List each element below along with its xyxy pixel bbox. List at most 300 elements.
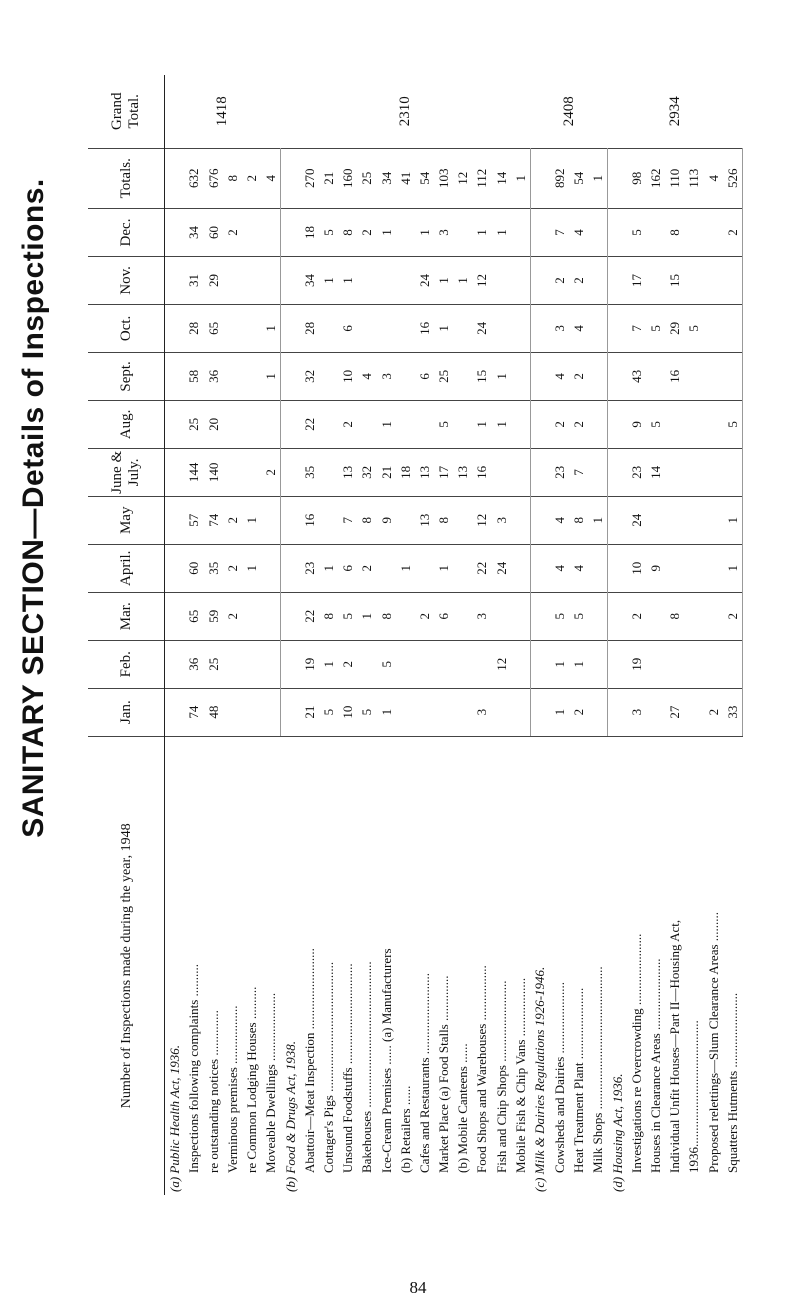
month-value: 6 [415,352,434,400]
month-value: 5 [627,209,646,257]
month-value [319,400,338,448]
empty-cell [165,209,185,257]
month-value: 24 [491,544,510,592]
month-value: 25 [184,400,203,448]
row-total: 41 [396,148,415,208]
month-value [319,352,338,400]
month-value: 7 [627,304,646,352]
month-value [646,209,665,257]
month-value: 1 [550,640,569,688]
table-row [261,75,281,1195]
row-total: 12 [453,148,472,208]
empty-cell [165,496,185,544]
month-value [319,304,338,352]
month-value [684,544,703,592]
empty-cell [165,544,185,592]
group-heading-row [608,75,627,1195]
empty-cell [608,544,627,592]
month-value: 6 [338,304,357,352]
month-value: 3 [472,592,491,640]
month-value [703,256,722,304]
month-value [242,256,261,304]
month-value: 25 [434,352,453,400]
month-value [588,400,608,448]
month-value: 1 [357,592,376,640]
month-value: 16 [415,304,434,352]
table-row [434,75,453,1195]
month-value [415,400,434,448]
month-value [242,209,261,257]
month-value [453,496,472,544]
empty-cell [608,640,627,688]
month-value: 2 [357,209,376,257]
month-value [723,352,743,400]
month-value: 3 [550,304,569,352]
totals-header: Totals. [88,148,165,208]
row-label: Market Place (a) Food Stalls .............. [434,736,453,1195]
month-value: 8 [377,592,396,640]
month-value: 2 [550,256,569,304]
table-row [491,75,510,1195]
month-value [242,448,261,496]
month-value: 17 [627,256,646,304]
month-value [588,640,608,688]
month-value: 65 [203,304,222,352]
row-label: 1936....................................... [684,736,703,1195]
month-value: 5 [377,640,396,688]
row-label: Verminous premises .................. [223,736,242,1195]
month-value [396,688,415,736]
month-value: 65 [184,592,203,640]
month-value: 2 [550,400,569,448]
month-value [723,640,743,688]
month-value [242,640,261,688]
group-heading: (c) Milk & Dairies Regulations 1926-1946. [530,736,549,1195]
row-total: 2 [242,148,261,208]
table-row [377,75,396,1195]
group-heading-row [281,75,300,1195]
month-header: Nov. [88,256,165,304]
month-value: 32 [357,448,376,496]
month-value [319,448,338,496]
month-value [646,640,665,688]
empty-cell [281,256,300,304]
month-header: Oct. [88,304,165,352]
month-value [434,688,453,736]
month-value [453,592,472,640]
grand-total-header: Grand Total. [88,75,165,148]
month-value [646,688,665,736]
month-value [684,400,703,448]
row-label: re outstanding notices .............. [203,736,222,1195]
month-value: 5 [569,592,588,640]
month-value: 4 [569,544,588,592]
month-value: 7 [550,209,569,257]
empty-cell [608,256,627,304]
month-value [511,400,531,448]
month-value: 2 [569,352,588,400]
table-row [453,75,472,1195]
month-value: 8 [569,496,588,544]
month-value: 12 [491,640,510,688]
month-value: 1 [588,496,608,544]
month-value [223,400,242,448]
month-value: 1 [396,544,415,592]
month-value [261,209,281,257]
month-value [472,640,491,688]
row-total: 1 [511,148,531,208]
month-value [453,304,472,352]
month-value [396,592,415,640]
month-value: 57 [184,496,203,544]
empty-cell [608,352,627,400]
month-value [646,256,665,304]
month-value [684,448,703,496]
month-value [511,640,531,688]
table-row [472,75,491,1195]
month-value: 1 [723,496,743,544]
month-value: 16 [665,352,684,400]
month-value: 1 [319,640,338,688]
month-value: 1 [491,400,510,448]
empty-cell [281,496,300,544]
month-header: May [88,496,165,544]
empty-cell [530,640,549,688]
month-value [665,448,684,496]
month-value: 9 [627,400,646,448]
month-value [261,592,281,640]
month-value [511,544,531,592]
month-value [665,640,684,688]
empty-cell [608,592,627,640]
month-value: 74 [184,688,203,736]
row-label: Proposed relettings—Slum Clearance Areas ......... [703,736,722,1195]
month-value [453,688,472,736]
month-value: 4 [550,544,569,592]
month-value: 23 [550,448,569,496]
month-value [588,592,608,640]
label-column-header: Number of Inspections made during the year, 1948 [88,736,165,1195]
month-value: 1 [434,256,453,304]
month-value: 23 [300,544,319,592]
month-value: 10 [627,544,646,592]
month-value [242,400,261,448]
row-label: Heat Treatment Plant ...................... [569,736,588,1195]
month-value: 2 [357,544,376,592]
month-value [261,544,281,592]
row-label: (b) Mobile Canteens ...... [453,736,472,1195]
month-value: 8 [665,209,684,257]
month-value: 24 [627,496,646,544]
row-label: Mobile Fish & Chip Vans .................. [511,736,531,1195]
month-value [646,352,665,400]
month-value: 58 [184,352,203,400]
empty-cell [530,256,549,304]
month-value [261,400,281,448]
month-value [396,209,415,257]
month-value [665,544,684,592]
month-value: 34 [300,256,319,304]
month-header: April. [88,544,165,592]
empty-cell [165,688,185,736]
month-value [242,304,261,352]
month-value: 29 [665,304,684,352]
month-value [453,209,472,257]
empty-cell [608,688,627,736]
table-body [165,75,743,1195]
month-value: 6 [434,592,453,640]
row-total: 270 [300,148,319,208]
month-value: 18 [396,448,415,496]
month-value: 74 [203,496,222,544]
month-value [242,592,261,640]
month-value: 2 [223,209,242,257]
month-value: 7 [569,448,588,496]
month-value: 3 [377,352,396,400]
month-value [511,688,531,736]
month-value [646,496,665,544]
month-value: 15 [665,256,684,304]
table-row [300,75,319,1195]
month-value: 8 [357,496,376,544]
month-header: Aug. [88,400,165,448]
month-value: 35 [300,448,319,496]
page-heading: SANITARY SECTION—Details of Inspections. [17,178,50,838]
month-value [453,352,472,400]
month-value: 16 [300,496,319,544]
month-value [703,400,722,448]
month-value: 9 [377,496,396,544]
month-value [588,688,608,736]
month-value: 13 [338,448,357,496]
row-label: Squatters Hutments ....................... [723,736,743,1195]
month-value: 5 [646,400,665,448]
table-row [357,75,376,1195]
row-total: 8 [223,148,242,208]
month-value: 1 [472,209,491,257]
month-value [223,640,242,688]
table-header-row [88,75,165,1195]
month-value: 60 [203,209,222,257]
row-total: 112 [472,148,491,208]
month-value [396,352,415,400]
month-header: Jan. [88,688,165,736]
month-header: Sept. [88,352,165,400]
month-value [491,688,510,736]
row-label: Unsound Foodstuffs ............................... [338,736,357,1195]
month-value [588,209,608,257]
month-value: 12 [472,256,491,304]
empty-cell [281,448,300,496]
month-value: 2 [723,209,743,257]
month-value [703,592,722,640]
row-label: Milk Shops ............................................ [588,736,608,1195]
month-value: 1 [434,544,453,592]
month-header: Dec. [88,209,165,257]
month-value: 2 [223,544,242,592]
row-total: 4 [703,148,722,208]
month-value: 1 [377,400,396,448]
month-value: 35 [203,544,222,592]
month-value: 2 [703,688,722,736]
table-row [627,75,646,1195]
row-total: 98 [627,148,646,208]
empty-cell [281,352,300,400]
month-value: 5 [357,688,376,736]
month-value [703,448,722,496]
month-value: 28 [300,304,319,352]
month-value [588,352,608,400]
row-total: 54 [415,148,434,208]
group-heading: (b) Food & Drugs Act, 1938. [281,736,300,1195]
month-value [588,304,608,352]
month-value: 5 [723,400,743,448]
row-total: 14 [491,148,510,208]
table-row [646,75,665,1195]
month-value: 2 [261,448,281,496]
month-value: 3 [472,688,491,736]
month-value [223,256,242,304]
row-total: 25 [357,148,376,208]
month-value [377,256,396,304]
row-total: 526 [723,148,743,208]
month-value [453,400,472,448]
month-value [588,256,608,304]
empty-cell [530,209,549,257]
month-value: 32 [300,352,319,400]
month-value [357,304,376,352]
month-value: 3 [627,688,646,736]
month-value: 1 [242,496,261,544]
empty-cell [530,496,549,544]
month-value: 5 [319,209,338,257]
month-value: 6 [338,544,357,592]
month-value [396,400,415,448]
month-value [665,496,684,544]
row-label: Houses in Clearance Areas ...................... [646,736,665,1195]
month-value [396,496,415,544]
month-value [511,448,531,496]
month-value [723,256,743,304]
row-total: 676 [203,148,222,208]
month-value: 2 [627,592,646,640]
month-header: June & July. [88,448,165,496]
month-value: 10 [338,352,357,400]
month-value: 36 [203,352,222,400]
row-label: Cottager's Pigs ........................................ [319,736,338,1195]
month-value [511,496,531,544]
month-value: 31 [184,256,203,304]
month-value [377,304,396,352]
month-value: 1 [550,688,569,736]
month-value [223,688,242,736]
month-value [491,256,510,304]
month-value: 14 [646,448,665,496]
month-value [261,496,281,544]
month-value: 8 [665,592,684,640]
row-label: Moveable Dwellings ..................... [261,736,281,1195]
month-value: 60 [184,544,203,592]
month-value: 27 [665,688,684,736]
month-value: 9 [646,544,665,592]
empty-cell [530,592,549,640]
row-total: 4 [261,148,281,208]
row-total: 21 [319,148,338,208]
month-value [396,640,415,688]
month-value: 48 [203,688,222,736]
month-value: 1 [377,209,396,257]
row-label: re Common Lodging Houses .......... [242,736,261,1195]
table-row [415,75,434,1195]
table-row [550,75,569,1195]
month-value [703,304,722,352]
empty-cell [165,304,185,352]
month-value [684,209,703,257]
month-value: 10 [338,688,357,736]
empty-cell [608,209,627,257]
month-value: 21 [300,688,319,736]
month-value [223,304,242,352]
month-value: 23 [627,448,646,496]
month-value: 4 [357,352,376,400]
month-value: 20 [203,400,222,448]
month-value: 1 [261,352,281,400]
month-value [415,544,434,592]
month-value: 19 [627,640,646,688]
group-heading-row [530,75,549,1195]
row-label: Investigations re Overcrowding ...................... [627,736,646,1195]
month-value: 22 [300,592,319,640]
row-total: 34 [377,148,396,208]
row-label: Bakehouses ............................................. [357,736,376,1195]
empty-cell [608,496,627,544]
month-value [491,448,510,496]
empty-cell [165,640,185,688]
row-label: Abattoir—Meat Inspection ......................... [300,736,319,1195]
month-value: 7 [338,496,357,544]
empty-cell [530,352,549,400]
month-value [684,688,703,736]
page-number: 84 [409,1278,427,1297]
table-row [223,75,242,1195]
empty-cell [165,400,185,448]
empty-cell [530,544,549,592]
month-value: 1 [338,256,357,304]
empty-cell [608,400,627,448]
month-value: 2 [338,400,357,448]
month-value: 4 [550,496,569,544]
month-value: 13 [415,496,434,544]
row-label: Inspections following complaints .......... [184,736,203,1195]
month-value [357,400,376,448]
table-row [396,75,415,1195]
month-value [261,256,281,304]
month-value [434,640,453,688]
row-label: Food Shops and Warehouses ................. [472,736,491,1195]
month-value [703,544,722,592]
month-value [396,304,415,352]
month-value: 1 [569,640,588,688]
table-row [684,75,703,1195]
month-value: 15 [472,352,491,400]
month-value: 33 [723,688,743,736]
empty-cell [530,688,549,736]
month-value: 2 [223,496,242,544]
grand-total-value: 2310 [397,96,414,127]
month-value [319,496,338,544]
month-value [223,448,242,496]
table-row [569,75,588,1195]
